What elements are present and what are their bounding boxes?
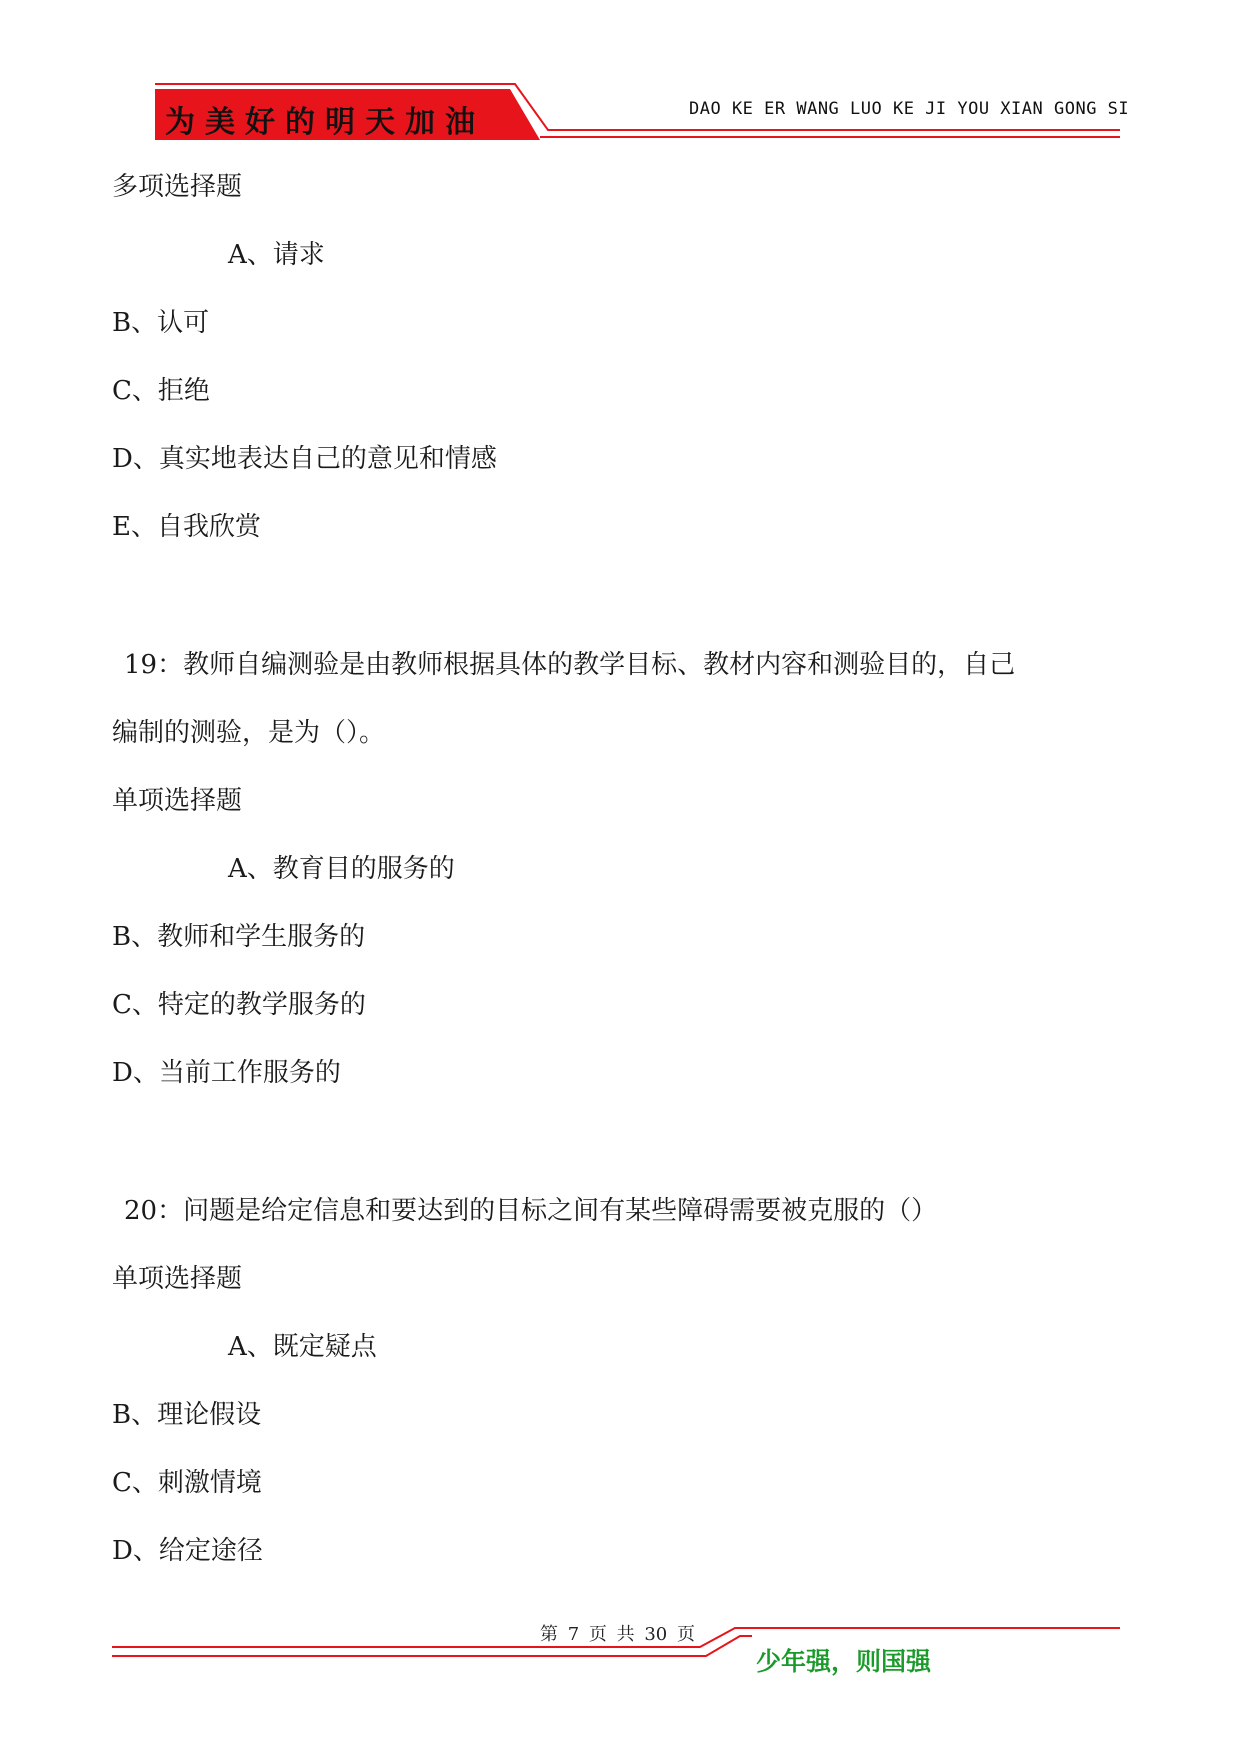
option-d: D、给定途径 [112,1536,263,1566]
option-c: C、刺激情境 [112,1468,262,1498]
question-type-label: 多项选择题 [112,172,243,202]
option-a: A、教育目的服务的 [228,854,455,884]
option-a: A、请求 [228,240,325,270]
option-d: D、当前工作服务的 [112,1058,341,1088]
option-a: A、既定疑点 [228,1332,377,1362]
option-d: D、真实地表达自己的意见和情感 [112,444,497,474]
footer-slogan: 少年强，则国强 [756,1647,932,1676]
header-slogan: 为美好的明天加油 [165,105,485,140]
option-c: C、拒绝 [112,376,210,406]
header-company-name: DAO KE ER WANG LUO KE JI YOU XIAN GONG SI [689,99,1130,119]
option-b: B、教师和学生服务的 [112,922,366,952]
question-19-text-cont: 编制的测验，是为（）。 [112,718,386,748]
question-type-label: 单项选择题 [112,1264,243,1294]
option-e: E、自我欣赏 [112,512,261,542]
question-20-text: 20：问题是给定信息和要达到的目标之间有某些障碍需要被克服的（） [124,1196,938,1226]
option-b: B、理论假设 [112,1400,262,1430]
option-c: C、特定的教学服务的 [112,990,366,1020]
question-19-text: 19：教师自编测验是由教师根据具体的教学目标、教材内容和测验目的，自己 [124,650,1016,680]
page-number: 第 7 页 共 30 页 [540,1624,695,1645]
option-b: B、认可 [112,308,210,338]
question-type-label: 单项选择题 [112,786,243,816]
